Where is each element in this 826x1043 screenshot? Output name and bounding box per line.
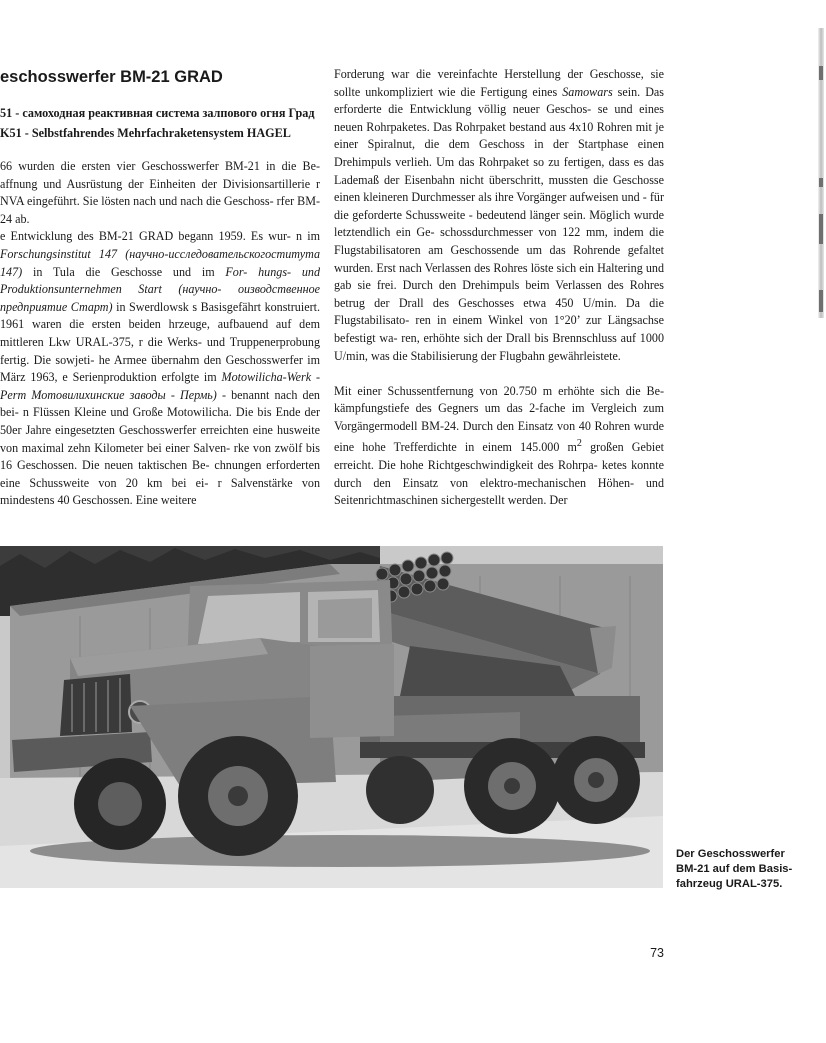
article-heading: eschosswerfer BM-21 GRAD (0, 68, 223, 86)
right-paragraph-1: Forderung war die vereinfachte Herstellung der Geschosse, sie sollte unkompliziert wie die Fertigung eines Samowars sein. Das erforderte die Entwicklung völlig neuer Geschos- se und eines neuen Rohrpaketes. Das Rohrpaket bestand aus 4x10 Rohren mit je einer Spiralnut, die dem Geschoss in der Startphase einen Drehimpuls verlieh. Um das Rohrpaket so zu fertigen, dass es das Lademaß der Eisenbahn nicht überschritt, mussten die Geschosse einen kleineren Durchmesser als ihre Vorgänger aufweisen und - für die geforderte Schussweite - bedeutend länger sein. Möglich wurde letztendlich ein Ge- schossdurchmesser von 122 mm, indem die Flugstabilisatoren am Geschossende um das Rohrende gefaltet wurden. Erst nach Verlassen des Rohres löste sich ein Haltering und gab sie frei. Durch den Drehimpuls beim Verlassen des Rohres betrug der Drall des Geschosses etwa 450 U/min. Da die Flugstabilisato- ren in einem Winkel von 1°20’ zur Längsachse befestigt wa- ren, erhöhte sich der Drall bis Brennschluss auf 1000 U/min, was die Stabilisierung der Flugbahn gewährleistete. (334, 67, 664, 363)
left-text-column (0, 158, 320, 510)
german-designation: K51 - Selbstfahrendes Mehrfachraketensystem HAGEL (0, 126, 291, 140)
right-text-column (334, 66, 664, 510)
bm21-truck-photo (0, 546, 663, 888)
russian-designation: 51 - самоходная реактивная система залпового огня Град (0, 106, 315, 120)
photo-caption: Der Geschosswerfer BM-21 auf dem Basis- fahrzeug URAL-375. (676, 848, 793, 890)
right-paragraph-2: Mit einer Schussentfernung von 20.750 m erhöhte sich die Be- kämpfungstiefe des Gegners um das 2-fache im Vergleich zum Vorgängermodell BM-24. Durch den Einsatz von 40 Rohren wurde eine hohe Trefferdichte in einem 145.000 $m^2$ großen Gebiet erreicht. Die hohe Richtgeschwindigkeit des Rohrpa- ketes konnte durch den Einsatz von elektro-mechanischen Höhen- und Seitenrichtmaschinen sichergestellt werden. Der (334, 383, 664, 508)
page-number: 73 (650, 946, 664, 960)
adjacent-page-edge (818, 28, 824, 318)
left-paragraph-1: 66 wurden die ersten vier Geschosswerfer BM-21 in die Be- affnung und Ausrüstung der Einheiten der Divisionsartillerie r NVA eingeführt. Sie lösten nach und nach die Geschoss- rfer BM-24 ab. (0, 159, 320, 226)
bm21-truck-illustration (0, 546, 663, 888)
left-paragraph-2: e Entwicklung des BM-21 GRAD begann 1959. Es wur- n im Forschungsinstitut 147 (научно-исследовательскогоститута 147) in Tula die Geschosse und im For- hungs- und Produktionsunternehmen Start (научно- оизводственное предприятие Старт) in Swerdlowsk s Basisgefährt konstruiert. 1961 waren die ersten beiden hrzeuge, aufbauend auf dem mittleren Lkw URAL-375, r die Werks- und Truppenerprobung fertig. Die sowjeti- he Armee übernahm den Geschosswerfer im März 1963, e Serienproduktion erfolgte im Motowilicha-Werk - Perm Мотовилихинские заводы - Пермь) - benannt nach den bei- n Flüssen Kleine und Große Motowilicha. Die bis Ende der 50er Jahre eingesetzten Geschosswerfer erreichten eine husweite von maximal zehn Kilometer bei einer Salven- rke von zwölf bis 16 Geschossen. Die neuen taktischen Be- chnungen erforderten eine Schussweite von 20 km bei ei- r Salvenstärke von mindestens 40 Geschossen. Eine weitere (0, 229, 320, 508)
